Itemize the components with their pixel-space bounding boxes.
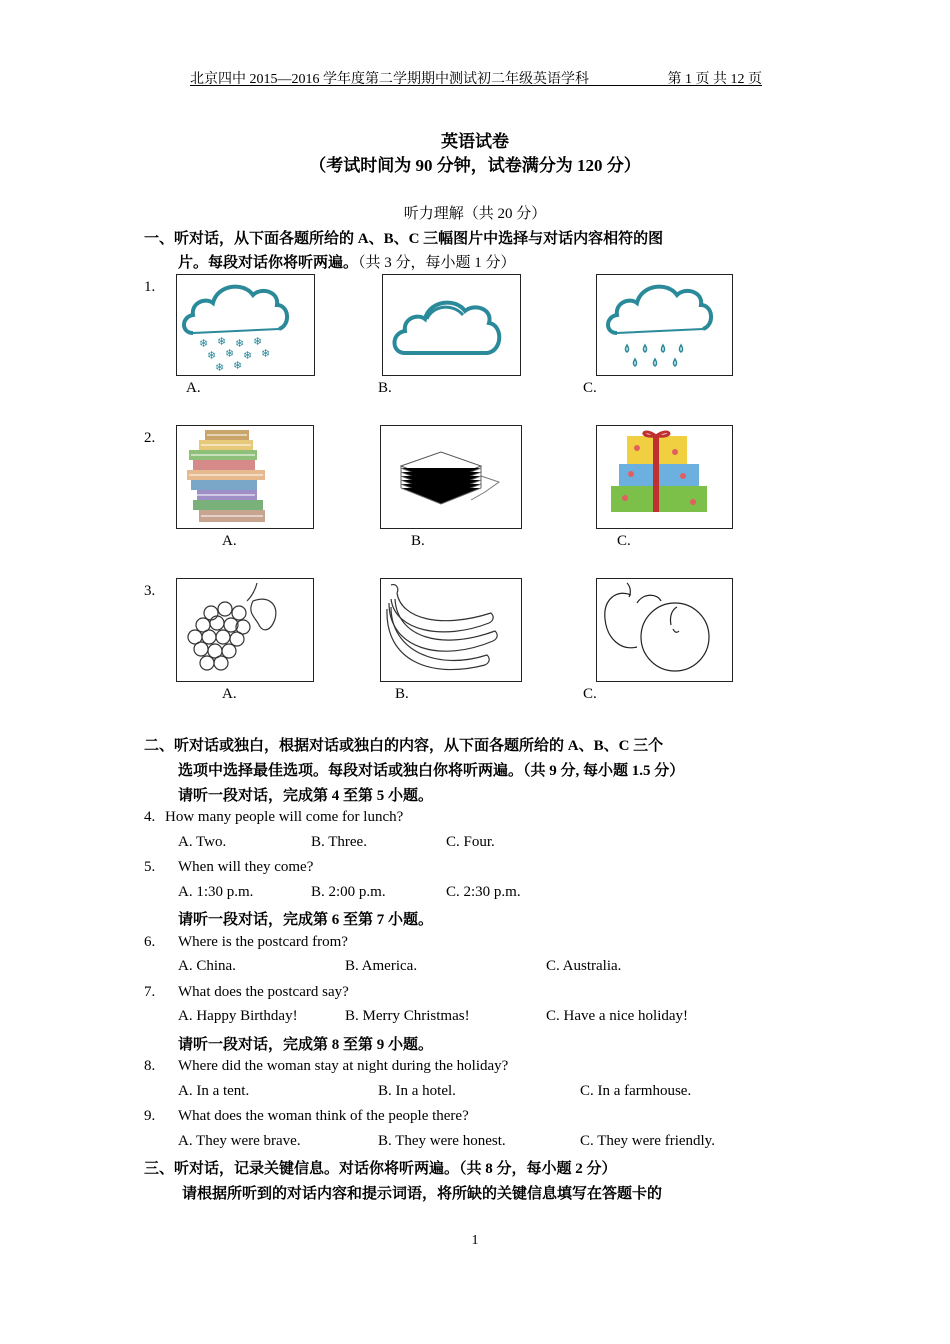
option-b: B. 2:00 p.m.: [311, 884, 386, 900]
part1-instruction-line2: [178, 251, 516, 272]
svg-text:❄: ❄: [253, 335, 263, 348]
option-label: C.: [617, 533, 631, 549]
option-label: A.: [222, 533, 237, 549]
option-a: A. They were brave.: [178, 1133, 301, 1149]
section-title: 听力理解（共 20 分）: [403, 206, 547, 222]
page-number: 1: [471, 1233, 479, 1248]
option-a: A. Happy Birthday!: [178, 1008, 298, 1024]
option-c: C. Australia.: [546, 958, 622, 974]
part1-instruction-score: （共 3 分，每小题 1 分）: [358, 255, 516, 271]
question-text: When will they come?: [178, 859, 314, 875]
svg-text:❄: ❄: [207, 349, 217, 362]
header-page-info: 第 1 页 共 12 页: [667, 72, 762, 87]
part2-instruction-line2: 选项中选择最佳选项。每段对话或独白你将听两遍。（共 9 分, 每小题 1.5 分）: [178, 763, 685, 779]
svg-text:❄: ❄: [233, 359, 243, 372]
option-label: B.: [411, 533, 425, 549]
book-stack-image: [176, 425, 314, 529]
question-number: 9.: [144, 1108, 156, 1124]
option-label: C.: [583, 380, 597, 396]
option-c: C. Have a nice holiday!: [546, 1008, 689, 1024]
question-number: 4.: [144, 809, 156, 825]
question-number: 5.: [144, 859, 156, 875]
option-a: A. 1:30 p.m.: [178, 884, 254, 900]
question-text: What does the postcard say?: [178, 984, 349, 1000]
option-b: B. Three.: [311, 834, 367, 850]
option-label: A.: [186, 380, 201, 396]
group-instruction: 请听一段对话，完成第 8 至第 9 小题。: [178, 1037, 434, 1053]
option-b: B. Merry Christmas!: [345, 1008, 470, 1024]
exam-subtitle: （考试时间为 90 分钟，试卷满分为 120 分）: [309, 156, 641, 175]
part1-instruction-bold: 片。每段对话你将听两遍。: [178, 255, 359, 271]
group-instruction: 请听一段对话，完成第 4 至第 5 小题。: [178, 788, 434, 804]
svg-text:❄: ❄: [215, 361, 225, 374]
option-label: A.: [222, 686, 237, 702]
rain-cloud-image: [596, 274, 733, 376]
exam-title: 英语试卷: [441, 132, 509, 151]
part3-instruction-line2: 请根据所听到的对话内容和提示词语，将所缺的关键信息填写在答题卡的: [182, 1186, 663, 1202]
question-text: How many people will come for lunch?: [165, 809, 404, 825]
svg-text:❄: ❄: [225, 347, 235, 360]
grapes-image: [176, 578, 314, 682]
option-c: C. Four.: [446, 834, 495, 850]
option-c: C. 2:30 p.m.: [446, 884, 521, 900]
svg-text:❄: ❄: [217, 335, 227, 348]
cloud-image: [382, 274, 521, 376]
part2-instruction-line1: 二、听对话或独白，根据对话或独白的内容，从下面各题所给的 A、B、C 三个: [144, 738, 664, 754]
option-a: A. China.: [178, 958, 236, 974]
gift-boxes-image: [596, 425, 733, 529]
question-text: Where is the postcard from?: [178, 934, 348, 950]
question-text: What does the woman think of the people there?: [178, 1108, 469, 1124]
apples-image: [596, 578, 733, 682]
option-label: C.: [583, 686, 597, 702]
question-number: 6.: [144, 934, 156, 950]
option-a: A. In a tent.: [178, 1083, 250, 1099]
question-number: 2.: [144, 430, 156, 446]
question-number: 8.: [144, 1058, 156, 1074]
option-b: B. America.: [345, 958, 418, 974]
option-c: C. They were friendly.: [580, 1133, 715, 1149]
svg-text:❄: ❄: [199, 337, 209, 350]
bananas-image: [380, 578, 522, 682]
option-label: B.: [395, 686, 409, 702]
question-number: 1.: [144, 279, 156, 295]
option-a: A. Two.: [178, 834, 227, 850]
paper-stack-image: [380, 425, 522, 529]
question-number: 3.: [144, 583, 156, 599]
question-number: 7.: [144, 984, 156, 1000]
group-instruction: 请听一段对话，完成第 6 至第 7 小题。: [178, 912, 434, 928]
option-c: C. In a farmhouse.: [580, 1083, 692, 1099]
option-b: B. They were honest.: [378, 1133, 506, 1149]
header-left-text: 北京四中 2015—2016 学年度第二学期期中测试初二年级英语学科: [190, 72, 589, 87]
svg-text:❄: ❄: [235, 337, 245, 350]
part3-instruction-line1: 三、听对话，记录关键信息。对话你将听两遍。（共 8 分，每小题 2 分）: [144, 1161, 617, 1177]
part1-instruction-line1: 一、听对话，从下面各题所给的 A、B、C 三幅图片中选择与对话内容相符的图: [144, 231, 664, 247]
option-label: B.: [378, 380, 392, 396]
svg-text:❄: ❄: [243, 349, 253, 362]
snow-cloud-image: [176, 274, 315, 376]
option-b: B. In a hotel.: [378, 1083, 456, 1099]
page-header: [190, 68, 762, 86]
question-text: Where did the woman stay at night during the holiday?: [178, 1058, 509, 1074]
svg-text:❄: ❄: [261, 347, 271, 360]
